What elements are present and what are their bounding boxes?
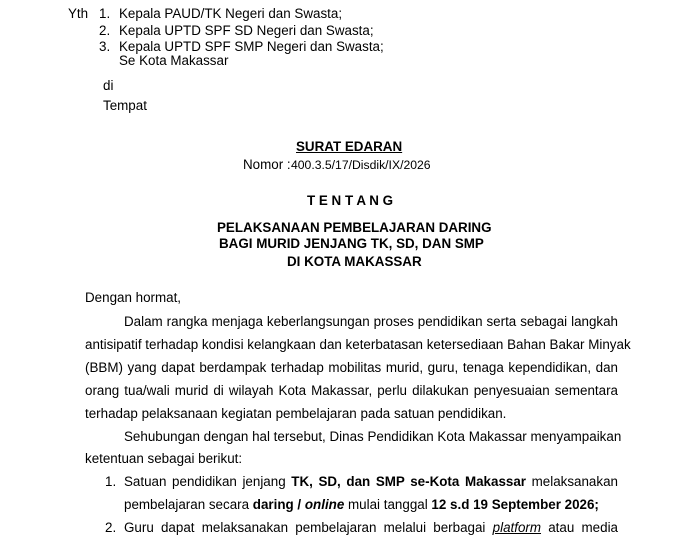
list-item-2-text-c: atau media (541, 520, 618, 535)
addressee-item-1-num: 1. (99, 6, 111, 21)
addressee-item-2-num: 2. (99, 23, 111, 38)
paragraph-2-line-1: Sehubungan dengan hal tersebut, Dinas Pendidikan Kota Makassar menyampaikan (124, 429, 622, 444)
yth-label: Yth (68, 6, 89, 21)
list-item-1-text-e: mulai tanggal (344, 497, 432, 512)
list-item-1-text-bold: TK, SD, dan SMP se-Kota Makassar (291, 474, 526, 489)
addressee-item-3-num: 3. (99, 39, 111, 54)
subject-line-3: DI KOTA MAKASSAR (287, 254, 422, 269)
paragraph-1-line-4: orang tua/wali murid di wilayah Kota Makassar, perlu dilakukan penyesuaian sementara (85, 383, 618, 398)
list-item-1-text-c: melaksanakan (526, 474, 618, 489)
list-item-1-line-2 (124, 497, 599, 512)
list-item-2-line-1 (124, 520, 618, 535)
list-item-2-text-a: Guru dapat melaksanakan pembelajaran melalui berbagai (124, 520, 493, 535)
paragraph-2-line-2: ketentuan sebagai berikut: (85, 451, 243, 466)
addressee-di: di (103, 78, 114, 93)
addressee-place: Tempat (103, 98, 147, 113)
list-item-1-date: 12 s.d 19 September 2026; (431, 497, 599, 512)
nomor-label: Nomor : (243, 157, 291, 172)
document-title: SURAT EDARAN (296, 139, 403, 154)
subject-line-1: PELAKSANAAN PEMBELAJARAN DARING (217, 220, 492, 235)
list-item-1-online: online (304, 497, 345, 512)
greeting: Dengan hormat, (85, 290, 182, 305)
tentang-heading: T E N T A N G (307, 193, 394, 208)
list-item-1-text-d: pembelajaran secara (124, 497, 253, 512)
list-item-1-line-1 (124, 474, 618, 489)
paragraph-1-line-1: Dalam rangka menjaga keberlangsungan proses pendidikan serta sebagai langkah (124, 314, 618, 329)
list-item-2-platform: platform (492, 520, 542, 535)
paragraph-1-line-5: terhadap pelaksanaan kegiatan pembelajaran pada satuan pendidikan. (85, 406, 507, 421)
list-item-2-num: 2. (105, 520, 117, 535)
paragraph-1-line-2: antisipatif terhadap kondisi kelangkaan dan keterbatasan ketersediaan Bahan Bakar Minyak (85, 337, 631, 352)
addressee-city: Se Kota Makassar (119, 53, 229, 68)
nomor-value: 400.3.5/17/Disdik/IX/2026 (291, 158, 431, 172)
addressee-item-3: Kepala UPTD SPF SMP Negeri dan Swasta; (119, 39, 384, 54)
list-item-1-num: 1. (105, 474, 117, 489)
paragraph-1-line-3: (BBM) yang dapat berdampak terhadap mobilitas murid, guru, tenaga kependidikan, dan (85, 360, 618, 375)
addressee-item-2: Kepala UPTD SPF SD Negeri dan Swasta; (119, 23, 374, 38)
list-item-1-text-a: Satuan pendidikan jenjang (124, 474, 292, 489)
list-item-1-daring: daring / (252, 497, 305, 512)
subject-line-2: BAGI MURID JENJANG TK, SD, DAN SMP (219, 236, 484, 251)
addressee-item-1: Kepala PAUD/TK Negeri dan Swasta; (119, 6, 343, 21)
